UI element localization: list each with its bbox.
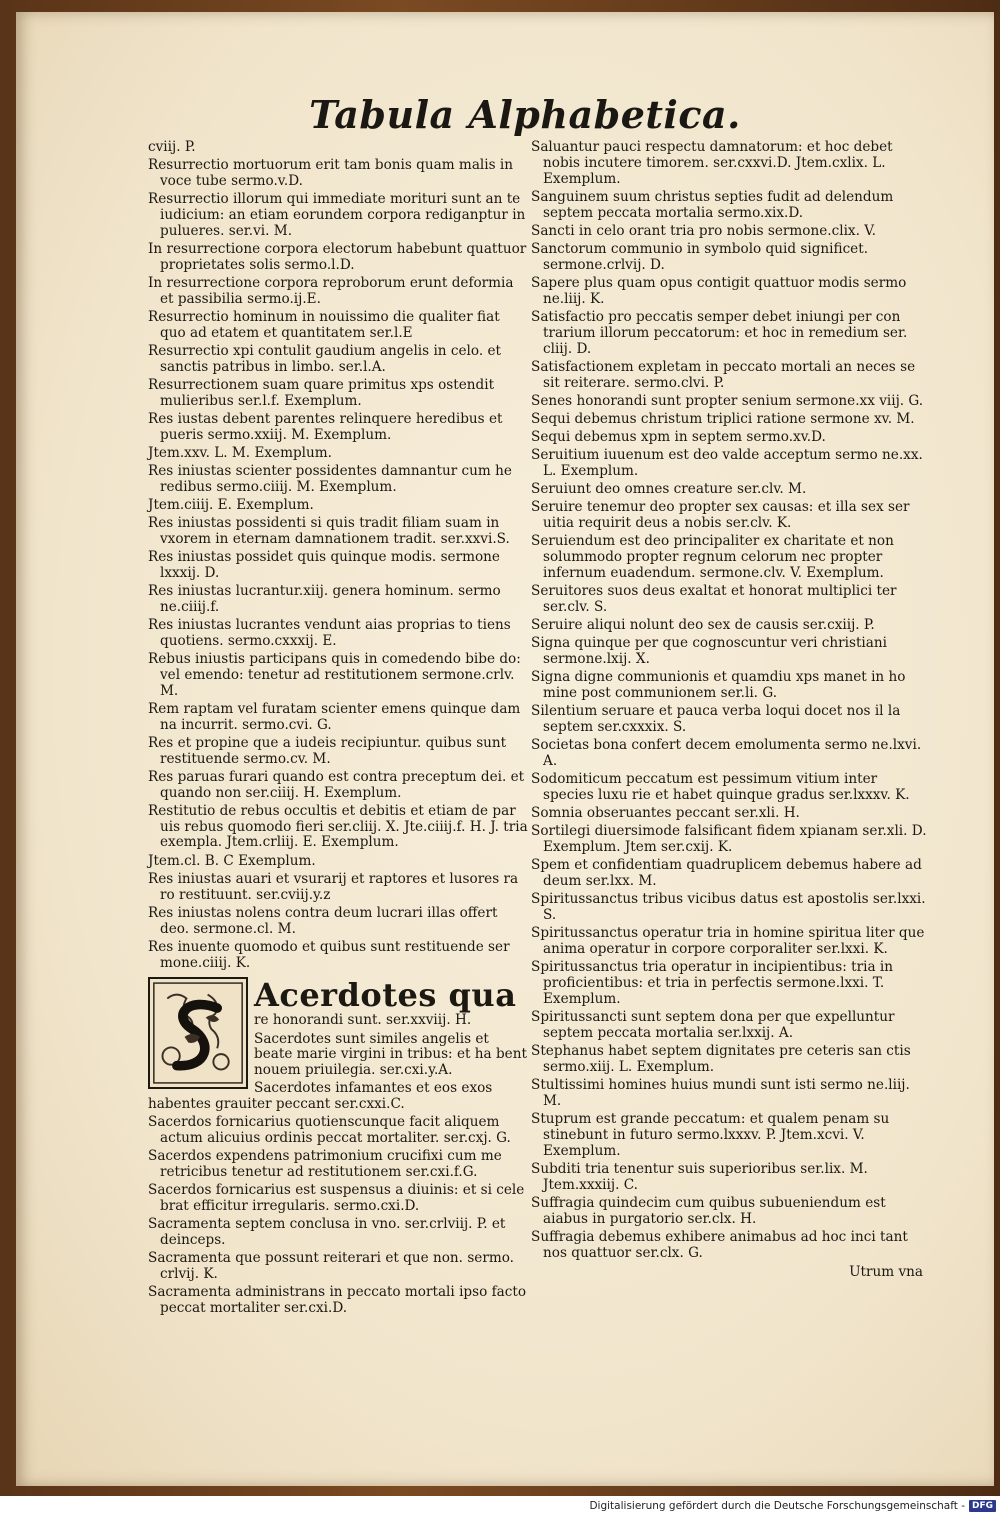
index-entry: Satisfactionem expletam in peccato mortali an neces se sit reiterare. sermo.clvi. P. <box>531 358 916 391</box>
index-entry: Jtem.xxv. L. M. Exemplum. <box>148 444 332 461</box>
index-entry: Sanguinem suum christus septies fudit ad delendum septem peccata mortalia sermo.xix.D. <box>531 188 894 221</box>
index-entry: Sodomiticum peccatum est pessimum vitium inter species luxu rie et habet quinque gradus ser.lxxxv. K. <box>531 771 910 804</box>
index-entry: Res iniustas lucrantes vendunt aias proprias to tiens quotiens. sermo.cxxxij. E. <box>148 617 511 649</box>
index-entry: Res iustas debent parentes relinquere heredibus et pueris sermo.xxiij. M. Exemplum. <box>148 410 503 443</box>
index-entry: Resurrectio xpi contulit gaudium angelis in celo. et sanctis patribus in limbo. ser.l.A. <box>148 342 501 375</box>
index-entry: Spiritussanctus tribus vicibus datus est apostolis ser.lxxi. S. <box>531 891 926 924</box>
index-entry: In resurrectione corpora electorum habebunt quattuor proprietates solis sermo.l.D. <box>148 240 527 273</box>
index-entry: Societas bona confert decem emolumenta sermo ne.lxvi. A. <box>531 737 922 770</box>
footer-credit: Digitalisierung gefördert durch die Deutsche Forschungsgemeinschaft - <box>589 1499 965 1512</box>
index-entry: Res paruas furari quando est contra preceptum dei. et quando non ser.ciiij. H. Exemplum. <box>148 768 525 801</box>
index-entry: Seruire tenemur deo propter sex causas: et illa sex ser uitia requirit deus a nobis ser.clv. K. <box>531 499 910 532</box>
section-s <box>148 977 528 1115</box>
left-entries <box>148 140 528 971</box>
dfg-logo-icon: DFG <box>969 1500 996 1512</box>
section-entries <box>148 1115 528 1317</box>
index-entry: Spem et confidentiam quadruplicem debemus habere ad deum ser.lxx. M. <box>531 857 922 890</box>
index-entry: Res iniustas scienter possidentes damnantur cum he redibus sermo.ciiij. M. Exemplum. <box>148 463 512 495</box>
index-entry: Sacramenta que possunt reiterari et que non. sermo. crlvij. K. <box>148 1250 514 1283</box>
index-entry: Resurrectio hominum in nouissimo die qualiter fiat quo ad etatem et quantitatem ser.l.E <box>148 308 500 341</box>
index-entry: Seruitores suos deus exaltat et honorat multiplici ter ser.clv. S. <box>531 583 897 615</box>
index-entry: Stuprum est grande peccatum: et qualem penam su stinebunt in futuro sermo.lxxxv. P. Jtem.xcvi. V. Exemplum. <box>531 1111 890 1159</box>
index-entry: Jtem.cl. B. C Exemplum. <box>148 852 316 869</box>
index-entry: Sacerdotes sunt similes angelis et beate marie virgini in tribus: et ha bent nouem priuilegia. ser.cxi.y.A. <box>254 1030 527 1079</box>
digitization-footer <box>0 1496 1000 1515</box>
index-entry: Signa quinque per que cognoscuntur veri christiani sermone.lxij. X. <box>531 635 887 668</box>
index-entry: re honorandi sunt. ser.xxviij. H. <box>254 1012 472 1029</box>
index-entry: In resurrectione corpora reproborum erunt deformia et passibilia sermo.ij.E. <box>148 274 514 307</box>
index-entry: Stephanus habet septem dignitates pre ceteris san ctis sermo.xiij. L. Exemplum. <box>531 1043 911 1075</box>
index-entry: Sequi debemus xpm in septem sermo.xv.D. <box>531 429 826 446</box>
index-entry: cviij. P. <box>148 139 196 155</box>
index-entry: Res iniustas possidenti si quis tradit filiam suam in vxorem in eternam damnationem tradit. ser.xxvi.S. <box>148 515 510 548</box>
index-entry: Res inuente quomodo et quibus sunt restituende ser mone.ciiij. K. <box>148 938 510 971</box>
index-entry: Signa digne communionis et quamdiu xps manet in ho mine post communionem ser.li. G. <box>531 669 906 702</box>
index-entry: Res iniustas lucrantur.xiij. genera hominum. sermo ne.ciiij.f. <box>148 583 501 615</box>
index-entry: Resurrectio illorum qui immediate morituri sunt an te iudicium: an etiam eorundem corpora rediganptur in pulueres. ser.vi. M. <box>148 191 526 239</box>
decorated-initial-s-icon <box>150 979 246 1087</box>
index-entry: Spiritussancti sunt septem dona per que expelluntur septem peccata mortalia ser.lxxij. A. <box>531 1009 895 1041</box>
index-entry: Sortilegi diuersimode falsificant fidem xpianam ser.xli. D. Exemplum. Jtem ser.cxij. K. <box>531 823 927 856</box>
index-entry: Resurrectio mortuorum erit tam bonis quam malis in voce tube sermo.v.D. <box>148 157 514 189</box>
index-entry: Senes honorandi sunt propter senium sermone.xx viij. G. <box>531 392 924 409</box>
decorated-initial <box>148 977 248 1089</box>
index-entry: Res iniustas nolens contra deum lucrari illas offert deo. sermone.cl. M. <box>148 904 498 937</box>
index-entry: Satisfactio pro peccatis semper debet iniungi per con trarium illorum peccatorum: et hoc in remedium ser. cliij. D. <box>531 308 908 357</box>
index-entry: Resurrectionem suam quare primitus xps ostendit mulieribus ser.l.f. Exemplum. <box>148 376 495 409</box>
index-entry: Silentium seruare et pauca verba loqui docet nos il la septem ser.cxxxix. S. <box>531 703 901 736</box>
right-text-column <box>531 140 931 1284</box>
index-entry: Rebus iniustis participans quis in comedendo bibe do: vel emendo: tenetur ad restitutionem sermone.crlv. M. <box>148 651 521 699</box>
index-entry: Sacramenta septem conclusa in vno. ser.crlviij. P. et deinceps. <box>148 1216 506 1249</box>
index-entry: Suffragia debemus exhibere animabus ad hoc inci tant nos quattuor ser.clx. G. <box>531 1228 908 1261</box>
index-entry: Jtem.ciiij. E. Exemplum. <box>148 497 314 514</box>
index-entry: Seruiendum est deo principaliter ex charitate et non solummodo propter regnum celorum nec propter infernum euadendum. sermone.clv. V. Exemplum. <box>531 533 894 581</box>
right-entries <box>531 140 931 1261</box>
index-entry: Subditi tria tenentur suis superioribus ser.lix. M. Jtem.xxxiij. C. <box>531 1160 868 1193</box>
index-entry: Somnia obseruantes peccant ser.xli. H. <box>531 805 800 822</box>
index-entry: Spiritussanctus tria operatur in incipientibus: tria in proficientibus: et tria in perfectis sermone.lxxi. T. Exemplum. <box>531 959 893 1007</box>
index-entry: Rem raptam vel furatam scienter emens quinque dam na incurrit. sermo.cvi. G. <box>148 700 521 733</box>
index-entry: Sacerdos expendens patrimonium crucifixi cum me retricibus tenetur ad restitutionem ser.cxi.f.G. <box>148 1148 502 1181</box>
left-text-column <box>148 140 528 1319</box>
index-entry: Res et propine que a iudeis recipiuntur. quibus sunt restituende sermo.cv. M. <box>148 734 507 767</box>
index-entry: Suffragia quindecim cum quibus subueniendum est aiabus in purgatorio ser.clx. H. <box>531 1194 886 1227</box>
index-entry: Sequi debemus christum triplici ratione sermone xv. M. <box>531 410 915 427</box>
index-entry: Seruitium iuuenum est deo valde acceptum sermo ne.xx. L. Exemplum. <box>531 447 923 480</box>
index-entry: Sancti in celo orant tria pro nobis sermone.clix. V. <box>531 222 876 239</box>
index-entry: Stultissimi homines huius mundi sunt isti sermo ne.liij. M. <box>531 1077 910 1109</box>
index-entry: Res iniustas possidet quis quinque modis. sermone lxxxij. D. <box>148 549 500 581</box>
index-entry: Sacerdotes infamantes et eos exos habentes grauiter peccant ser.cxxi.C. <box>148 1080 493 1113</box>
index-entry: Res iniustas auari et vsurarij et raptores et lusores ra ro restituunt. ser.cviij.y.z <box>148 870 519 903</box>
index-entry: Saluantur pauci respectu damnatorum: et hoc debet nobis incutere timorem. ser.cxxvi.D. Jtem.cxlix. L. Exemplum. <box>531 139 893 187</box>
index-entry: Sapere plus quam opus contigit quattuor modis sermo ne.liij. K. <box>531 274 907 307</box>
index-entry: Sacramenta administrans in peccato mortali ipso facto peccat mortaliter ser.cxi.D. <box>148 1284 527 1317</box>
index-entry: Restitutio de rebus occultis et debitis et etiam de par uis rebus quomodo fieri ser.cliij. X. Jte.ciiij.f. H. J. tria exempla. Jtem.crliij. E. Exemplum. <box>148 802 528 851</box>
section-heading: Acerdotes qua <box>254 977 517 1015</box>
book-page <box>16 12 994 1486</box>
catchword: Utrum vna <box>849 1264 923 1281</box>
index-entry: Seruiunt deo omnes creature ser.clv. M. <box>531 481 807 498</box>
index-entry: Seruire aliqui nolunt deo sex de causis ser.cxiij. P. <box>531 617 875 634</box>
index-entry: Spiritussanctus operatur tria in homine spiritua liter que anima operatur in corpore corporaliter ser.lxxi. K. <box>531 925 925 958</box>
index-entry: Sanctorum communio in symbolo quid significet. sermone.crlvij. D. <box>531 240 869 273</box>
index-entry: Sacerdos fornicarius quotienscunque facit aliquem actum alicuius ordinis peccat mortaliter. ser.cxj. G. <box>148 1114 511 1147</box>
index-entry: Sacerdos fornicarius est suspensus a diuinis: et si cele brat efficitur irregularis. sermo.cxi.D. <box>148 1182 525 1215</box>
page-title: Tabula Alphabetica. <box>309 92 741 137</box>
